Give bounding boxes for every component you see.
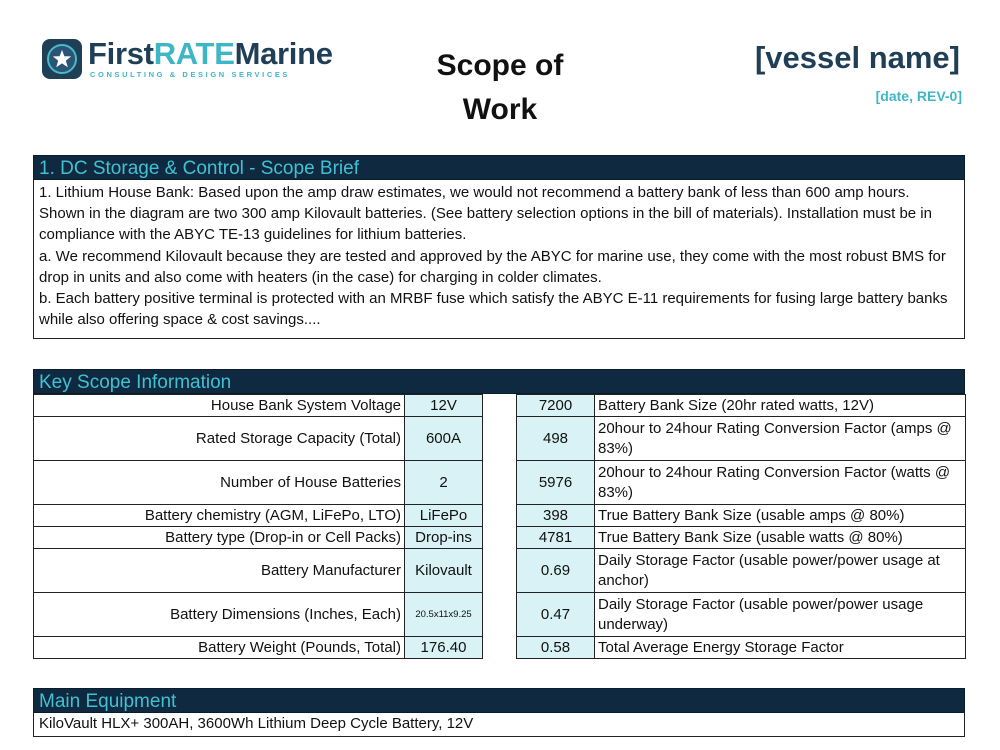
- table-row: 4781 True Battery Bank Size (usable watts @ 80%): [517, 527, 966, 549]
- table-row: 398 True Battery Bank Size (usable amps @ 80%): [517, 505, 966, 527]
- table-row: Battery type (Drop-in or Cell Packs) Drop-ins: [34, 527, 483, 549]
- key-scope-heading: Key Scope Information: [33, 369, 965, 394]
- brief-paragraph: a. We recommend Kilovault because they are tested and approved by the ABYC for marine use, they come with the most robust BMS for drop in units and also come with heaters (in the case) for charging in colder climates.: [39, 247, 946, 286]
- table-row: Rated Storage Capacity (Total) 600A: [34, 417, 483, 461]
- key-scope-right-table: [516, 394, 966, 659]
- table-row: Number of House Batteries 2: [34, 461, 483, 505]
- main-equipment-heading: Main Equipment: [33, 688, 965, 713]
- key-scope-left-table: [33, 394, 483, 659]
- company-logo: [42, 38, 333, 80]
- logo-subtitle: CONSULTING & DESIGN SERVICES: [90, 70, 291, 79]
- scope-brief-text: [33, 180, 965, 339]
- date-revision: [date, REV-0]: [875, 88, 962, 104]
- table-row: Battery Dimensions (Inches, Each) 20.5x11x9.25: [34, 593, 483, 637]
- table-row: Battery Weight (Pounds, Total) 176.40: [34, 637, 483, 659]
- equipment-item: KiloVault HLX+ 300AH, 3600Wh Lithium Deep Cycle Battery, 12V: [33, 713, 965, 737]
- brief-paragraph: b. Each battery positive terminal is protected with an MRBF fuse which satisfy the ABYC E-11 requirements for fusing large battery banks while also offering space & cost savings....: [39, 290, 948, 329]
- table-row: 0.47 Daily Storage Factor (usable power/power usage underway): [517, 593, 966, 637]
- table-row: 7200 Battery Bank Size (20hr rated watts, 12V): [517, 395, 966, 417]
- table-row: 498 20hour to 24hour Rating Conversion Factor (amps @ 83%): [517, 417, 966, 461]
- table-row: Battery chemistry (AGM, LiFePo, LTO) LiFePo: [34, 505, 483, 527]
- brief-paragraph: 1. Lithium House Bank: Based upon the amp draw estimates, we would not recommend a battery bank of less than 600 amp hours. Shown in the diagram are two 300 amp Kilovault batteries. (See battery selection options in the bill of materials). Installation must be in compliance with the ABYC TE-13 guidelines for lithium batteries.: [39, 184, 932, 244]
- star-icon: [42, 39, 82, 79]
- table-row: 0.58 Total Average Energy Storage Factor: [517, 637, 966, 659]
- vessel-name: [vessel name]: [754, 40, 960, 75]
- table-row: 5976 20hour to 24hour Rating Conversion Factor (watts @ 83%): [517, 461, 966, 505]
- scope-brief-heading: 1. DC Storage & Control - Scope Brief: [33, 155, 965, 180]
- page-title: Scope of Work: [436, 49, 564, 126]
- table-row: 0.69 Daily Storage Factor (usable power/power usage at anchor): [517, 549, 966, 593]
- table-row: House Bank System Voltage 12V: [34, 395, 483, 417]
- logo-name: FirstRATEMarine: [88, 36, 333, 71]
- table-row: Battery Manufacturer Kilovault: [34, 549, 483, 593]
